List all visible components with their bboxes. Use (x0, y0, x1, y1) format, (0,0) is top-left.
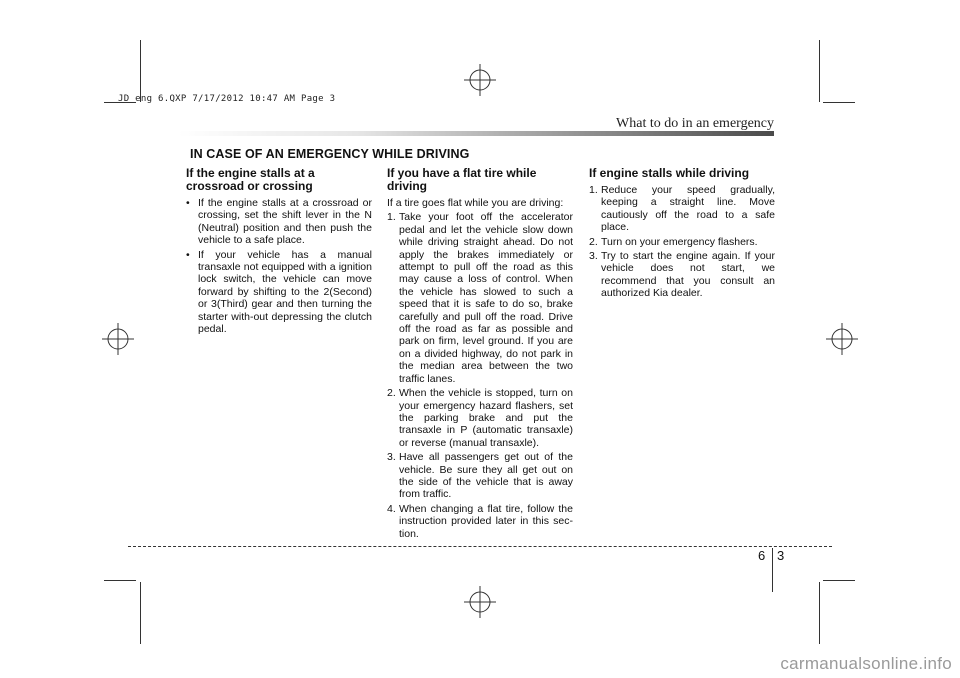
section-title: IN CASE OF AN EMERGENCY WHILE DRIVING (190, 147, 470, 161)
column-flat-tire (387, 167, 573, 542)
bullet-list (186, 197, 372, 335)
list-item: 3. Try to start the engine again. If your vehicle does not start, we recommend that you consult an authorized Kia dealer. (589, 250, 775, 300)
crop-mark (140, 582, 141, 644)
column-heading: If engine stalls while driving (589, 166, 750, 180)
crop-mark (819, 40, 820, 102)
crop-mark (819, 582, 820, 644)
print-slug: JD eng 6.QXP 7/17/2012 10:47 AM Page 3 (118, 94, 336, 104)
crop-mark (823, 580, 855, 581)
list-item: • If your vehicle has a manual transaxle not equipped with a ignition lock switch, the vehicle can move forward by shifting to the 2(Second) or 3(Third) gear and then turning the starter with-out depressing the clutch pedal. (186, 248, 372, 336)
crop-mark (140, 40, 141, 102)
list-item: 1. Reduce your speed gradually, keeping a straight line. Move cautiously off the road to a safe place. (589, 184, 775, 234)
crop-mark (104, 580, 136, 581)
numbered-list (387, 211, 573, 540)
numbered-list (589, 184, 775, 300)
list-item: 2. Turn on your emergency flashers. (589, 235, 758, 248)
list-item: 1. Take your foot off the accelerator pedal and let the vehicle slow down while driving straight ahead. Do not apply the brakes immediately or attempt to pull off the road as this may cause a loss of control. When the vehicle has slowed to such a speed that it is safe to do so, brake carefully and pull off the road. Drive off the road as far as possible and park on firm, level ground. If you are on a divided highway, do not park in the median area between the two traffic lanes. (387, 211, 573, 385)
registration-mark-icon (102, 323, 134, 355)
footer-rule (128, 546, 832, 547)
chapter-number: 6 (758, 548, 766, 563)
crop-mark (823, 102, 855, 103)
watermark-link[interactable]: carmanualsonline.info (780, 654, 952, 673)
header-rule (178, 131, 774, 136)
list-item: • If the engine stalls at a crossroad or crossing, set the shift lever in the N (Neutral) position and then push the vehicle to a safe place. (186, 197, 372, 247)
column-heading: If you have a flat tire while driving (387, 166, 537, 193)
list-item: 4. When changing a flat tire, follow the instruction provided later in this sec-tion. (387, 502, 573, 540)
column-engine-stalls-crossroad (186, 167, 372, 337)
page-number: 3 (777, 548, 785, 563)
registration-mark-icon (826, 323, 858, 355)
registration-mark-icon (464, 586, 496, 618)
column-engine-stalls-driving (589, 167, 775, 302)
running-head: What to do in an emergency (616, 116, 774, 131)
page-number-divider (772, 548, 773, 592)
list-item: 2. When the vehicle is stopped, turn on your emergency hazard flashers, set the parking brake and put the transaxle in P (automatic transaxle) or reverse (manual transaxle). (387, 387, 573, 449)
column-heading: If the engine stalls at a crossroad or crossing (186, 166, 315, 193)
intro-text: If a tire goes flat while you are driving: (387, 197, 564, 209)
registration-mark-icon (464, 64, 496, 96)
list-item: 3. Have all passengers get out of the vehicle. Be sure they all get out on the side of the vehicle that is away from traffic. (387, 451, 573, 501)
